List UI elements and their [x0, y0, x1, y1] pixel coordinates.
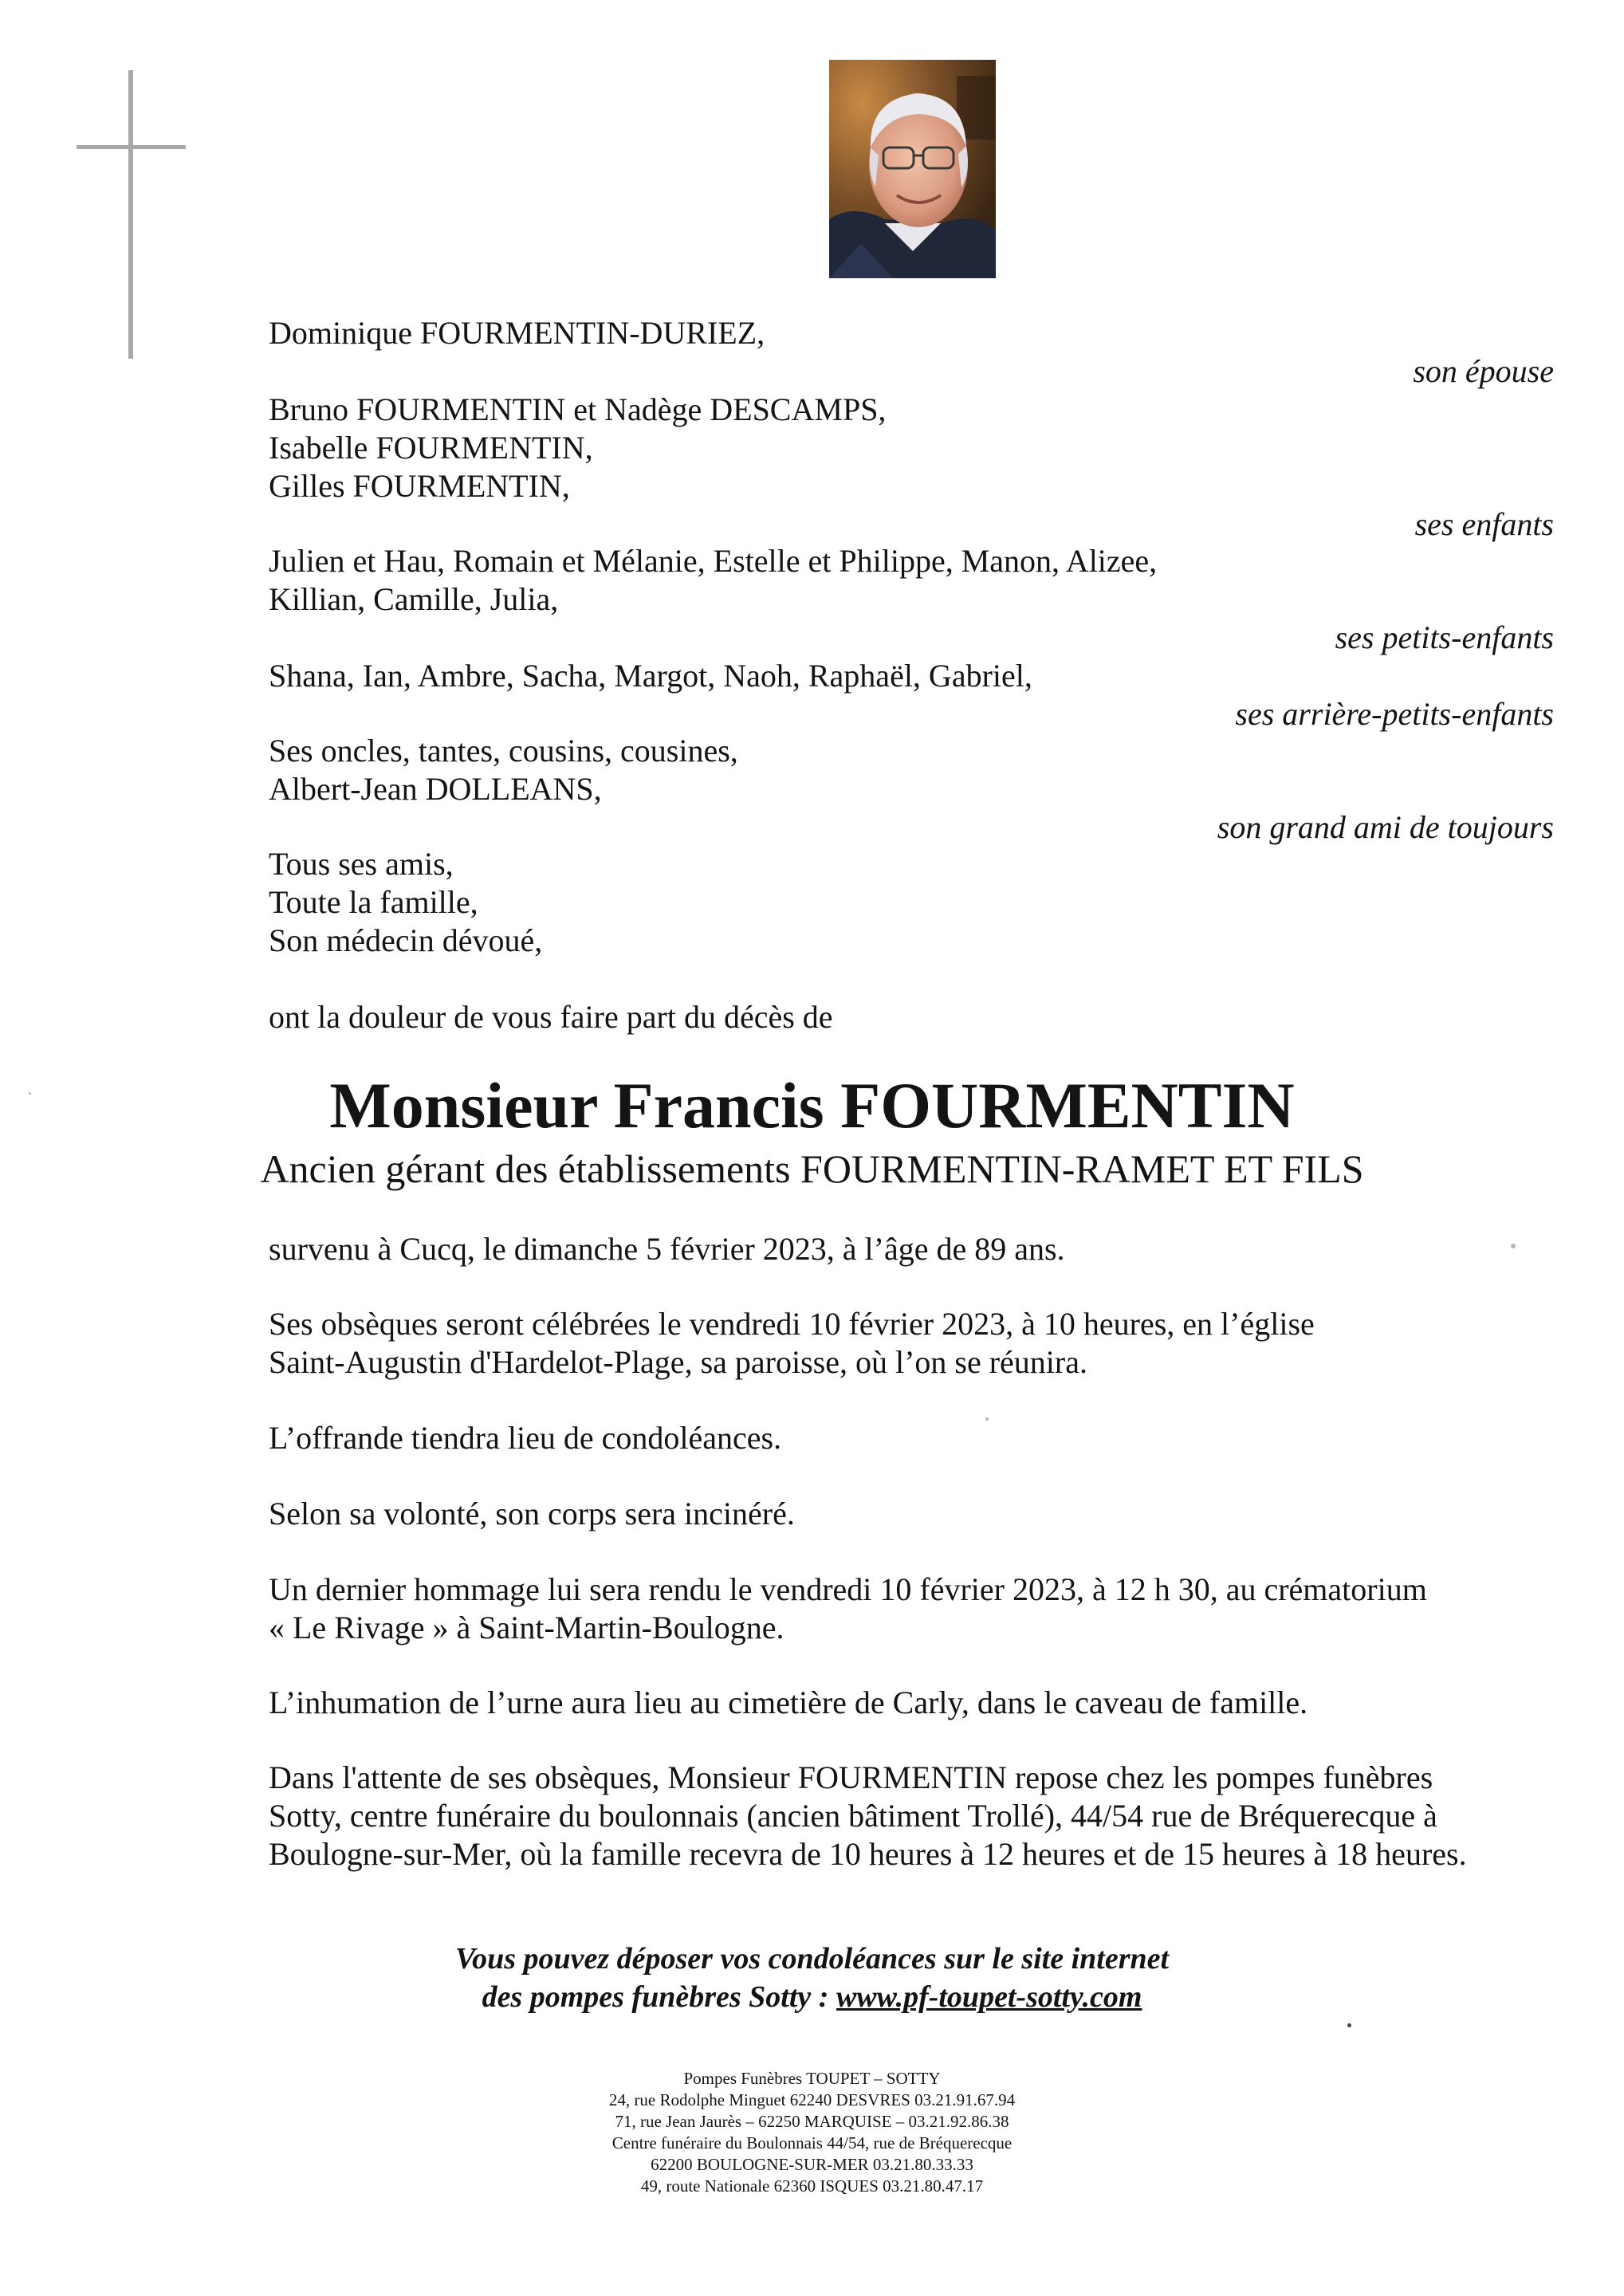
- child-name: Isabelle FOURMENTIN,: [269, 430, 593, 466]
- great-grandchildren-role: ses arrière-petits-enfants: [1235, 696, 1554, 732]
- cross-horizontal-bar: [77, 145, 186, 149]
- spouse-role: son épouse: [1413, 353, 1554, 389]
- funeral-line: Ses obsèques seront célébrées le vendredi 10 février 2023, à 10 heures, en l’église: [269, 1306, 1315, 1342]
- friend-role: son grand ami de toujours: [1217, 809, 1554, 845]
- footer-address: 62200 BOULOGNE-SUR-MER 03.21.80.33.33: [651, 2155, 973, 2174]
- scan-speck: [1511, 1244, 1516, 1248]
- grandchildren-role: ses petits-enfants: [1335, 619, 1554, 655]
- footer-address: 24, rue Rodolphe Minguet 62240 DESVRES 03.21.91.67.94: [608, 2090, 1016, 2109]
- offering-line: L’offrande tiendra lieu de condoléances.: [269, 1420, 782, 1456]
- condolences-prefix: des pompes funèbres Sotty :: [482, 1980, 836, 2014]
- burial-line: L’inhumation de l’urne aura lieu au cimetière de Carly, dans le caveau de famille.: [269, 1685, 1308, 1720]
- condolences-line: Vous pouvez déposer vos condoléances sur le site internet: [454, 1942, 1170, 1976]
- child-name: Gilles FOURMENTIN,: [269, 468, 570, 504]
- footer-address: 49, route Nationale 62360 ISQUES 03.21.80.47.17: [640, 2176, 984, 2196]
- funeral-line: Saint-Augustin d'Hardelot-Plage, sa paroisse, où l’on se réunira.: [269, 1344, 1087, 1380]
- rest-line: Sotty, centre funéraire du boulonnais (ancien bâtiment Trollé), 44/54 rue de Bréquerecque à: [269, 1798, 1437, 1834]
- cremation-line: Selon sa volonté, son corps sera incinéré.: [269, 1496, 795, 1531]
- deceased-title: Ancien gérant des établissements FOURMENTIN-RAMET ET FILS: [260, 1146, 1364, 1191]
- condolences-website-link[interactable]: www.pf-toupet-sotty.com: [836, 1980, 1142, 2014]
- rest-line: Dans l'attente de ses obsèques, Monsieur FOURMENTIN repose chez les pompes funèbres: [269, 1759, 1433, 1795]
- death-notice: survenu à Cucq, le dimanche 5 février 2023, à l’âge de 89 ans.: [269, 1231, 1065, 1267]
- grandchildren-line: Julien et Hau, Romain et Mélanie, Estelle et Philippe, Manon, Alizee,: [269, 543, 1158, 579]
- scan-speck: [1347, 2023, 1351, 2027]
- footer-address: Centre funéraire du Boulonnais 44/54, rue de Bréquerecque: [611, 2133, 1013, 2152]
- announcement-text: ont la douleur de vous faire part du décès de: [269, 999, 833, 1035]
- others-line: Toute la famille,: [269, 884, 478, 920]
- scan-speck: [985, 1417, 989, 1421]
- cross-vertical-bar: [128, 70, 133, 359]
- scan-speck: [29, 1092, 31, 1095]
- great-grandchildren-line: Shana, Ian, Ambre, Sacha, Margot, Naoh, Raphaël, Gabriel,: [269, 658, 1032, 694]
- child-name: Bruno FOURMENTIN et Nadège DESCAMPS,: [269, 391, 887, 427]
- portrait-illustration: [829, 60, 996, 278]
- condolences-line: [0, 1978, 1624, 2016]
- tribute-line: « Le Rivage » à Saint-Martin-Boulogne.: [269, 1610, 784, 1645]
- others-line: Son médecin dévoué,: [269, 922, 543, 958]
- children-role: ses enfants: [1414, 506, 1554, 542]
- spouse-name: Dominique FOURMENTIN-DURIEZ,: [269, 315, 765, 351]
- grandchildren-line: Killian, Camille, Julia,: [269, 581, 559, 617]
- footer-company: Pompes Funèbres TOUPET – SOTTY: [683, 2069, 941, 2088]
- others-line: Tous ses amis,: [269, 846, 454, 882]
- relatives-line: Ses oncles, tantes, cousins, cousines,: [269, 733, 738, 769]
- deceased-name: Monsieur Francis FOURMENTIN: [329, 1069, 1295, 1142]
- portrait-photo: [829, 60, 996, 278]
- tribute-line: Un dernier hommage lui sera rendu le vendredi 10 février 2023, à 12 h 30, au crématorium: [269, 1571, 1427, 1607]
- rest-line: Boulogne-sur-Mer, où la famille recevra de 10 heures à 12 heures et de 15 heures à 18 heures.: [269, 1836, 1467, 1872]
- footer-address: 71, rue Jean Jaurès – 62250 MARQUISE – 03.21.92.86.38: [615, 2112, 1009, 2131]
- relatives-line: Albert-Jean DOLLEANS,: [269, 771, 602, 807]
